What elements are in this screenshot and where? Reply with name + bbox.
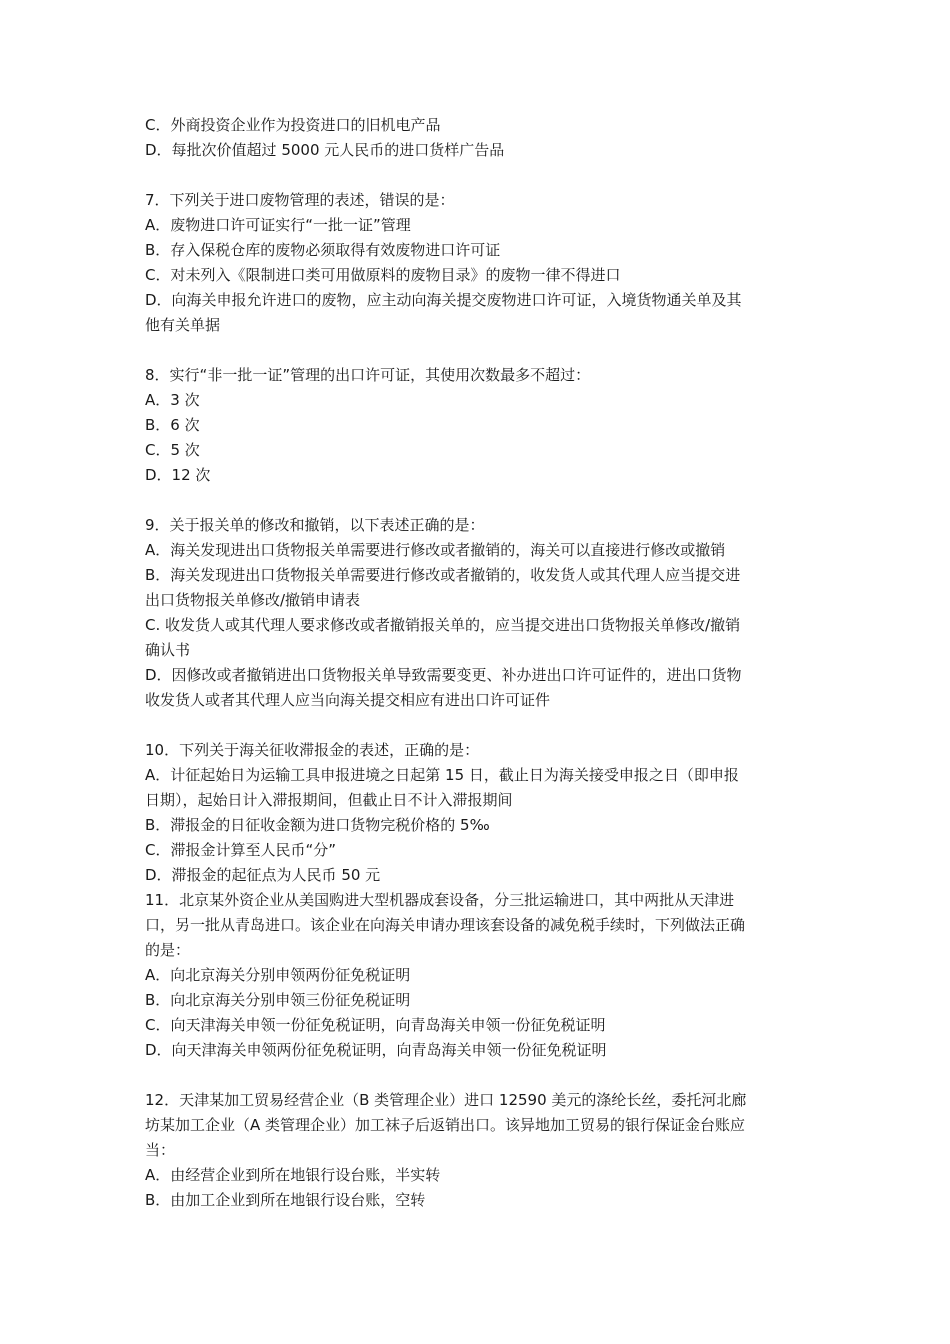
question-8 [145,363,815,488]
option-b: B．滞报金的日征收金额为进口货物完税价格的 5‰ [145,816,490,834]
option-c: C．滞报金计算至人民币“分” [145,841,337,859]
option-a: A．计征起始日为运输工具申报进境之日起第 15 日，截止日为海关接受申报之日（即申报 [145,766,739,784]
option-b: B．由加工企业到所在地银行设台账，空转 [145,1191,426,1209]
option-a: A．向北京海关分别申领两份征免税证明 [145,966,411,984]
option-d: D．滞报金的起征点为人民币 50 元 [145,866,381,884]
question-stem: 12．天津某加工贸易经营企业（B 类管理企业）进口 12590 美元的涤纶长丝，委托河北廊 [145,1091,747,1109]
option-b: B．存入保税仓库的废物必须取得有效废物进口许可证 [145,241,501,259]
question-9 [145,513,815,713]
option-a-continued: 日期），起始日计入滞报期间，但截止日不计入滞报期间 [145,791,513,809]
question-stem: 8．实行“非一批一证”管理的出口许可证，其使用次数最多不超过： [145,366,591,384]
option-c: C．对未列入《限制进口类可用做原料的废物目录》的废物一律不得进口 [145,266,621,284]
option-d-continued: 他有关单据 [145,316,221,334]
option-b: B．向北京海关分别申领三份征免税证明 [145,991,411,1009]
question-stem-continued: 坊某加工企业（A 类管理企业）加工袜子后返销出口。该异地加工贸易的银行保证金台账应 [145,1116,746,1134]
option-b: B．6 次 [145,416,200,434]
question-stem: 10．下列关于海关征收滞报金的表述，正确的是： [145,741,480,759]
option-c: C．外商投资企业作为投资进口的旧机电产品 [145,116,441,134]
question-stem: 7．下列关于进口废物管理的表述，错误的是： [145,191,455,209]
option-c: C. 收发货人或其代理人要求修改或者撤销报关单的，应当提交进出口货物报关单修改/撤销 [145,616,741,634]
option-d-continued: 收发货人或者其代理人应当向海关提交相应有进出口许可证件 [145,691,551,709]
option-c: C．向天津海关申领一份征免税证明，向青岛海关申领一份征免税证明 [145,1016,606,1034]
option-a: A．由经营企业到所在地银行设台账，半实转 [145,1166,441,1184]
question-6-tail [145,113,815,163]
option-b: B．海关发现进出口货物报关单需要进行修改或者撤销的，收发货人或其代理人应当提交进 [145,566,741,584]
option-a: A．海关发现进出口货物报关单需要进行修改或者撤销的，海关可以直接进行修改或撤销 [145,541,726,559]
paragraph-gap [145,713,815,738]
option-a: A．废物进口许可证实行“一批一证”管理 [145,216,411,234]
question-stem: 11．北京某外资企业从美国购进大型机器成套设备，分三批运输进口，其中两批从天津进 [145,891,735,909]
question-stem: 9．关于报关单的修改和撤销，以下表述正确的是： [145,516,485,534]
paragraph-gap [145,1063,815,1088]
question-10 [145,738,815,888]
paragraph-gap [145,163,815,188]
option-d: D．向天津海关申领两份征免税证明，向青岛海关申领一份征免税证明 [145,1041,607,1059]
question-12 [145,1088,815,1213]
option-d: D．12 次 [145,466,211,484]
question-stem-continued: 口，另一批从青岛进口。该企业在向海关申请办理该套设备的减免税手续时，下列做法正确 [145,916,746,934]
option-b-continued: 出口货物报关单修改/撤销申请表 [145,591,361,609]
option-c: C．5 次 [145,441,200,459]
option-d: D．每批次价值超过 5000 元人民币的进口货样广告品 [145,141,505,159]
paragraph-gap [145,488,815,513]
paragraph-gap [145,338,815,363]
option-c-continued: 确认书 [145,641,191,659]
question-11 [145,888,815,1063]
question-7 [145,188,815,338]
option-d: D．因修改或者撤销进出口货物报关单导致需要变更、补办进出口许可证件的，进出口货物 [145,666,742,684]
option-d: D．向海关申报允许进口的废物，应主动向海关提交废物进口许可证，入境货物通关单及其 [145,291,742,309]
document-page [145,113,815,1213]
option-a: A．3 次 [145,391,200,409]
question-stem-continued: 当： [145,1141,176,1159]
question-stem-continued: 的是： [145,941,191,959]
